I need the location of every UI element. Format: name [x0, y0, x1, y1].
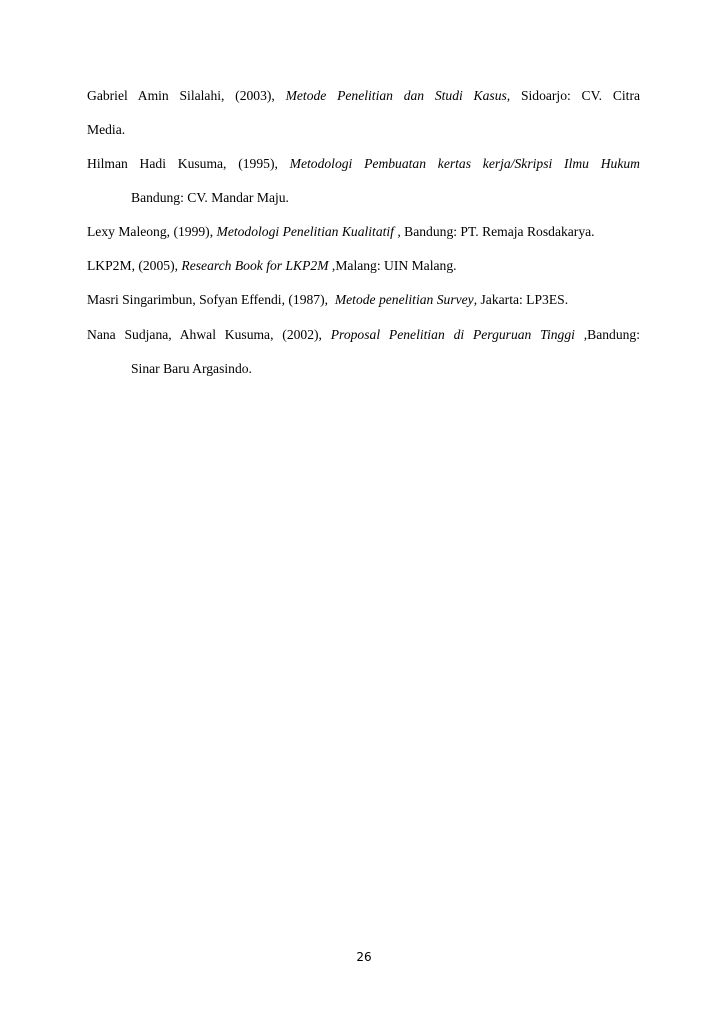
reference-2-line-1	[87, 156, 640, 172]
reference-6-title: Proposal Penelitian di Perguruan Tinggi	[330, 327, 575, 342]
reference-1-author: Gabriel Amin Silalahi, (2003),	[87, 88, 286, 103]
reference-1-line-1	[87, 88, 640, 104]
page-number: 26	[356, 950, 372, 964]
reference-6-publisher: ,Bandung:	[574, 327, 640, 342]
reference-5-line-1	[87, 292, 568, 308]
reference-1-publisher: Sidoarjo: CV. Citra	[510, 88, 640, 103]
reference-4-author: LKP2M, (2005),	[87, 258, 182, 273]
reference-5-author: Masri Singarimbun, Sofyan Effendi, (1987),	[87, 292, 335, 307]
reference-4-publisher: ,Malang: UIN Malang.	[328, 258, 457, 273]
reference-6-line-1	[87, 327, 640, 343]
reference-2-author: Hilman Hadi Kusuma, (1995),	[87, 156, 290, 171]
reference-4-line-1	[87, 258, 457, 274]
reference-3-line-1	[87, 224, 595, 240]
reference-2-line-2: Bandung: CV. Mandar Maju.	[131, 190, 289, 205]
reference-1-line-2: Media.	[87, 122, 126, 137]
reference-1-title: Metode Penelitian dan Studi Kasus,	[285, 88, 511, 103]
reference-2-title: Metodologi Pembuatan kertas kerja/Skripsi Ilmu Hukum	[289, 156, 640, 171]
reference-3-author: Lexy Maleong, (1999),	[87, 224, 217, 239]
reference-4-title: Research Book for LKP2M	[181, 258, 329, 273]
reference-5-publisher: , Jakarta: LP3ES.	[473, 292, 569, 307]
reference-3-publisher: Bandung: PT. Remaja Rosdakarya.	[400, 224, 595, 239]
reference-6-author: Nana Sudjana, Ahwal Kusuma, (2002),	[87, 327, 331, 342]
reference-6-line-2: Sinar Baru Argasindo.	[131, 361, 252, 376]
reference-5-title: Metode penelitian Survey	[334, 292, 474, 307]
reference-3-title: Metodologi Penelitian Kualitatif ,	[216, 224, 401, 239]
